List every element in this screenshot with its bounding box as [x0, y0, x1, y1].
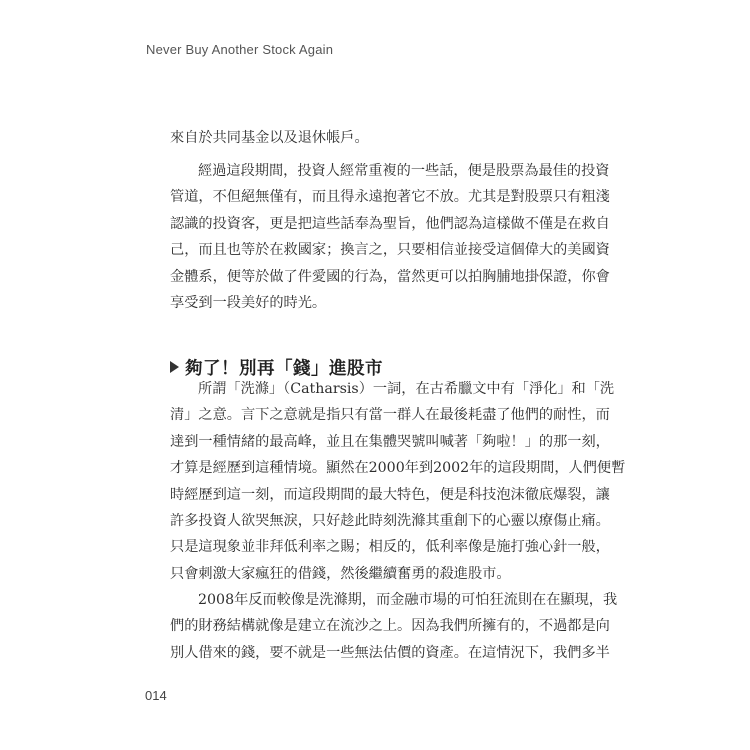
- triangle-marker-icon: [170, 361, 179, 373]
- text-line: 才算是經歷到這種情境。顯然在2000年到2002年的這段期間，人們便暫: [170, 460, 626, 477]
- text-line: 只會刺激大家瘋狂的借錢，然後繼續奮勇的殺進股市。: [170, 565, 511, 582]
- paragraph-3: [170, 376, 626, 587]
- text-line: 管道，不但絕無僅有，而且得永遠抱著它不放。尤其是對股票只有粗淺: [170, 189, 610, 206]
- text-line: 清」之意。言下之意就是指只有當一群人在最後耗盡了他們的耐性，而: [170, 407, 610, 424]
- text-line: 時經歷到這一刻，而這段期間的最大特色，便是科技泡沫徹底爆裂，讓: [170, 486, 610, 503]
- text-line: 別人借來的錢，要不就是一些無法估價的資產。在這情況下，我們多半: [170, 644, 610, 661]
- page-number: 014: [145, 688, 167, 703]
- paragraph-4: [170, 587, 618, 666]
- text-line: 認識的投資客，更是把這些話奉為聖旨，他們認為這樣做不僅是在救自: [170, 215, 610, 232]
- paragraph-2: [170, 158, 610, 316]
- text-line: 們的財務結構就像是建立在流沙之上。因為我們所擁有的，不過都是向: [170, 618, 610, 635]
- text-line: 經過這段期間，投資人經常重複的一些話，便是股票為最佳的投資: [198, 163, 610, 179]
- text-line: 享受到一段美好的時光。: [170, 294, 327, 311]
- section-heading-text: 夠了！別再「錢」進股市: [185, 358, 383, 379]
- text-line: 達到一種情緒的最高峰，並且在集體哭號叫喊著「夠啦！」的那一刻，: [170, 433, 610, 450]
- text-line: 許多投資人欲哭無淚，只好趁此時刻洗滌其重創下的心靈以療傷止痛。: [170, 512, 610, 529]
- paragraph-1: [170, 125, 590, 151]
- running-header: Never Buy Another Stock Again: [146, 42, 334, 57]
- text-line: 所謂「洗滌」（Catharsis）一詞，在古希臘文中有「淨化」和「洗: [198, 381, 615, 397]
- text-line: 金體系，便等於做了件愛國的行為，當然更可以拍胸脯地掛保證，你會: [170, 268, 610, 285]
- text-line: 來自於共同基金以及退休帳戶。: [170, 130, 369, 146]
- text-line: 只是這現象並非拜低利率之賜；相反的，低利率像是施打強心針一般，: [170, 539, 610, 556]
- text-line: 2008年反而較像是洗滌期，而金融市場的可怕狂流則在在顯現，我: [198, 592, 618, 608]
- text-line: 己，而且也等於在救國家；換言之，只要相信並接受這個偉大的美國資: [170, 242, 610, 259]
